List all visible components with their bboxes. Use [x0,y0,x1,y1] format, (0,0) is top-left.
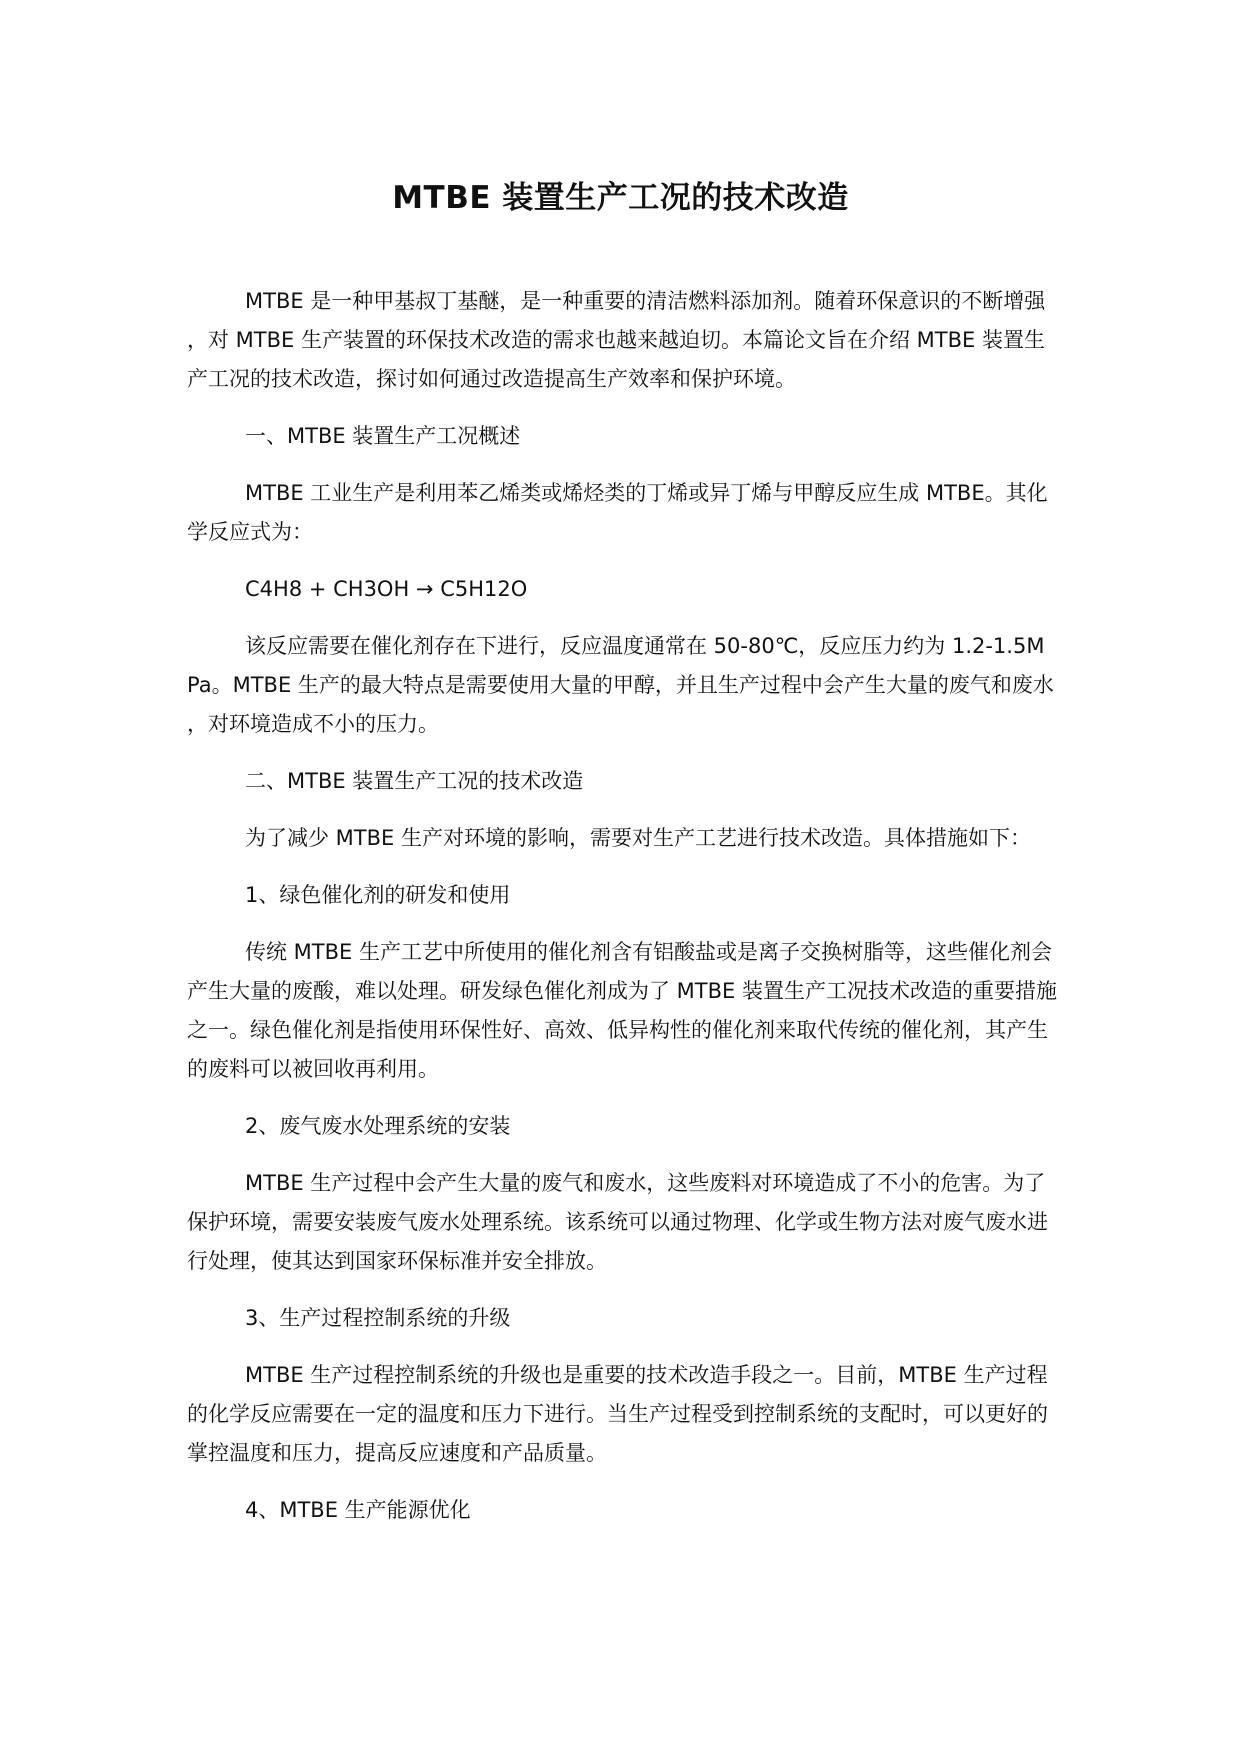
subheading-energy-optimization: 4、MTBE 生产能源优化 [245,1498,471,1522]
section-heading-overview: 一、MTBE 装置生产工况概述 [245,424,521,448]
body-paragraph: 该反应需要在催化剂存在下进行，反应温度通常在 50-80℃，反应压力约为 1.2-1.5MPa。MTBE 生产的最大特点是需要使用大量的甲醇，并且生产过程中会产生大量的废气和废水，对环境造成不小的压力。 [187,634,1054,736]
subheading-green-catalyst: 1、绿色催化剂的研发和使用 [245,883,511,907]
document-title: MTBE 装置生产工况的技术改造 [392,180,849,216]
intro-paragraph: MTBE 是一种甲基叔丁基醚，是一种重要的清洁燃料添加剂。随着环保意识的不断增强，对 MTBE 生产装置的环保技术改造的需求也越来越迫切。本篇论文旨在介绍 MTBE 装置生产工况的技术改造，探讨如何通过改造提高生产效率和保护环境。 [187,289,1046,391]
subheading-waste-treatment: 2、废气废水处理系统的安装 [245,1114,511,1138]
body-paragraph: 为了减少 MTBE 生产对环境的影响，需要对生产工艺进行技术改造。具体措施如下： [245,826,1031,850]
body-paragraph: MTBE 工业生产是利用苯乙烯类或烯烃类的丁烯或异丁烯与甲醇反应生成 MTBE。其化学反应式为： [187,481,1048,544]
document-body [187,282,1057,1548]
body-paragraph: 传统 MTBE 生产工艺中所使用的催化剂含有铝酸盐或是离子交换树脂等，这些催化剂会产生大量的废酸，难以处理。研发绿色催化剂成为了 MTBE 装置生产工况技术改造的重要措施之一。绿色催化剂是指使用环保性好、高效、低异构性的催化剂来取代传统的催化剂，其产生的废料可以被回收再利用。 [187,940,1057,1081]
subheading-control-system: 3、生产过程控制系统的升级 [245,1306,511,1330]
body-paragraph: MTBE 生产过程控制系统的升级也是重要的技术改造手段之一。目前，MTBE 生产过程的化学反应需要在一定的温度和压力下进行。当生产过程受到控制系统的支配时，可以更好的掌控温度和压力，提高反应速度和产品质量。 [187,1363,1048,1465]
body-paragraph: MTBE 生产过程中会产生大量的废气和废水，这些废料对环境造成了不小的危害。为了保护环境，需要安装废气废水处理系统。该系统可以通过物理、化学或生物方法对废气废水进行处理，使其达到国家环保标准并安全排放。 [187,1171,1048,1273]
section-heading-retrofit: 二、MTBE 装置生产工况的技术改造 [245,769,584,793]
chemical-equation: C4H8 + CH3OH → C5H12O [245,577,528,601]
